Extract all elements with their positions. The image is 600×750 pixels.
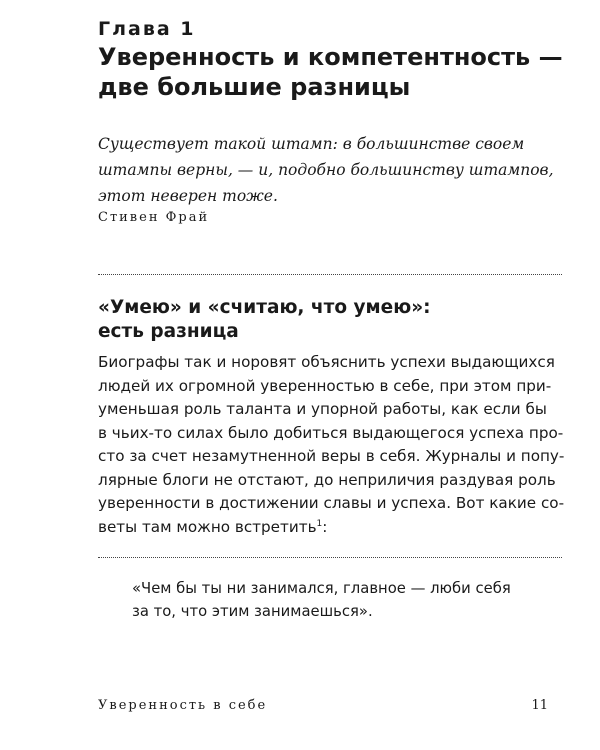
body-line: сто за счет незамутненной веры в себя. Журналы и попу- bbox=[98, 447, 565, 465]
section-divider bbox=[98, 274, 562, 275]
body-line: уверенности в достижении славы и успеха. Вот какие со- bbox=[98, 494, 565, 512]
chapter-title bbox=[98, 42, 568, 102]
quote-divider bbox=[98, 557, 562, 558]
body-line: в чьих-то силах было добиться выдающегося успеха про- bbox=[98, 423, 564, 442]
section-heading-line: есть разница bbox=[98, 321, 239, 342]
section-heading bbox=[98, 296, 558, 344]
quote-block bbox=[132, 577, 562, 623]
chapter-title-line: Уверенность и компетентность — bbox=[98, 43, 563, 71]
chapter-label: Глава 1 bbox=[98, 18, 196, 40]
page-number: 11 bbox=[531, 698, 548, 713]
body-line: уменьшая роль таланта и упорной работы, как если бы bbox=[98, 400, 547, 418]
body-line-last-text: веты там можно встретить bbox=[98, 517, 317, 536]
section-heading-line: «Умею» и «считаю, что умею»: bbox=[98, 297, 431, 318]
epigraph-text bbox=[98, 131, 558, 209]
quote-line: «Чем бы ты ни занимался, главное — люби себя bbox=[132, 580, 511, 597]
footnote-reference[interactable]: 1 bbox=[316, 518, 323, 529]
quote-line: за то, что этим занимаешься». bbox=[132, 603, 373, 620]
epigraph-author: Стивен Фрай bbox=[98, 210, 210, 225]
epigraph-line: штампы верны, — и, подобно большинству штампов, bbox=[98, 161, 554, 179]
body-line: людей их огромной уверенностью в себе, при этом при- bbox=[98, 376, 552, 395]
running-footer-title: Уверенность в себе bbox=[98, 698, 268, 713]
body-line: лярные блоги не отстают, до неприличия раздувая роль bbox=[98, 470, 556, 489]
body-line-last bbox=[98, 516, 568, 540]
chapter-title-line: две большие разницы bbox=[98, 73, 411, 101]
body-line: Биографы так и норовят объяснить успехи выдающихся bbox=[98, 353, 555, 371]
epigraph-line: этот неверен тоже. bbox=[98, 187, 278, 205]
body-line-last-punct: : bbox=[322, 517, 328, 536]
body-paragraph bbox=[98, 351, 568, 539]
epigraph-line: Существует такой штамп: в большинстве своем bbox=[98, 135, 525, 153]
